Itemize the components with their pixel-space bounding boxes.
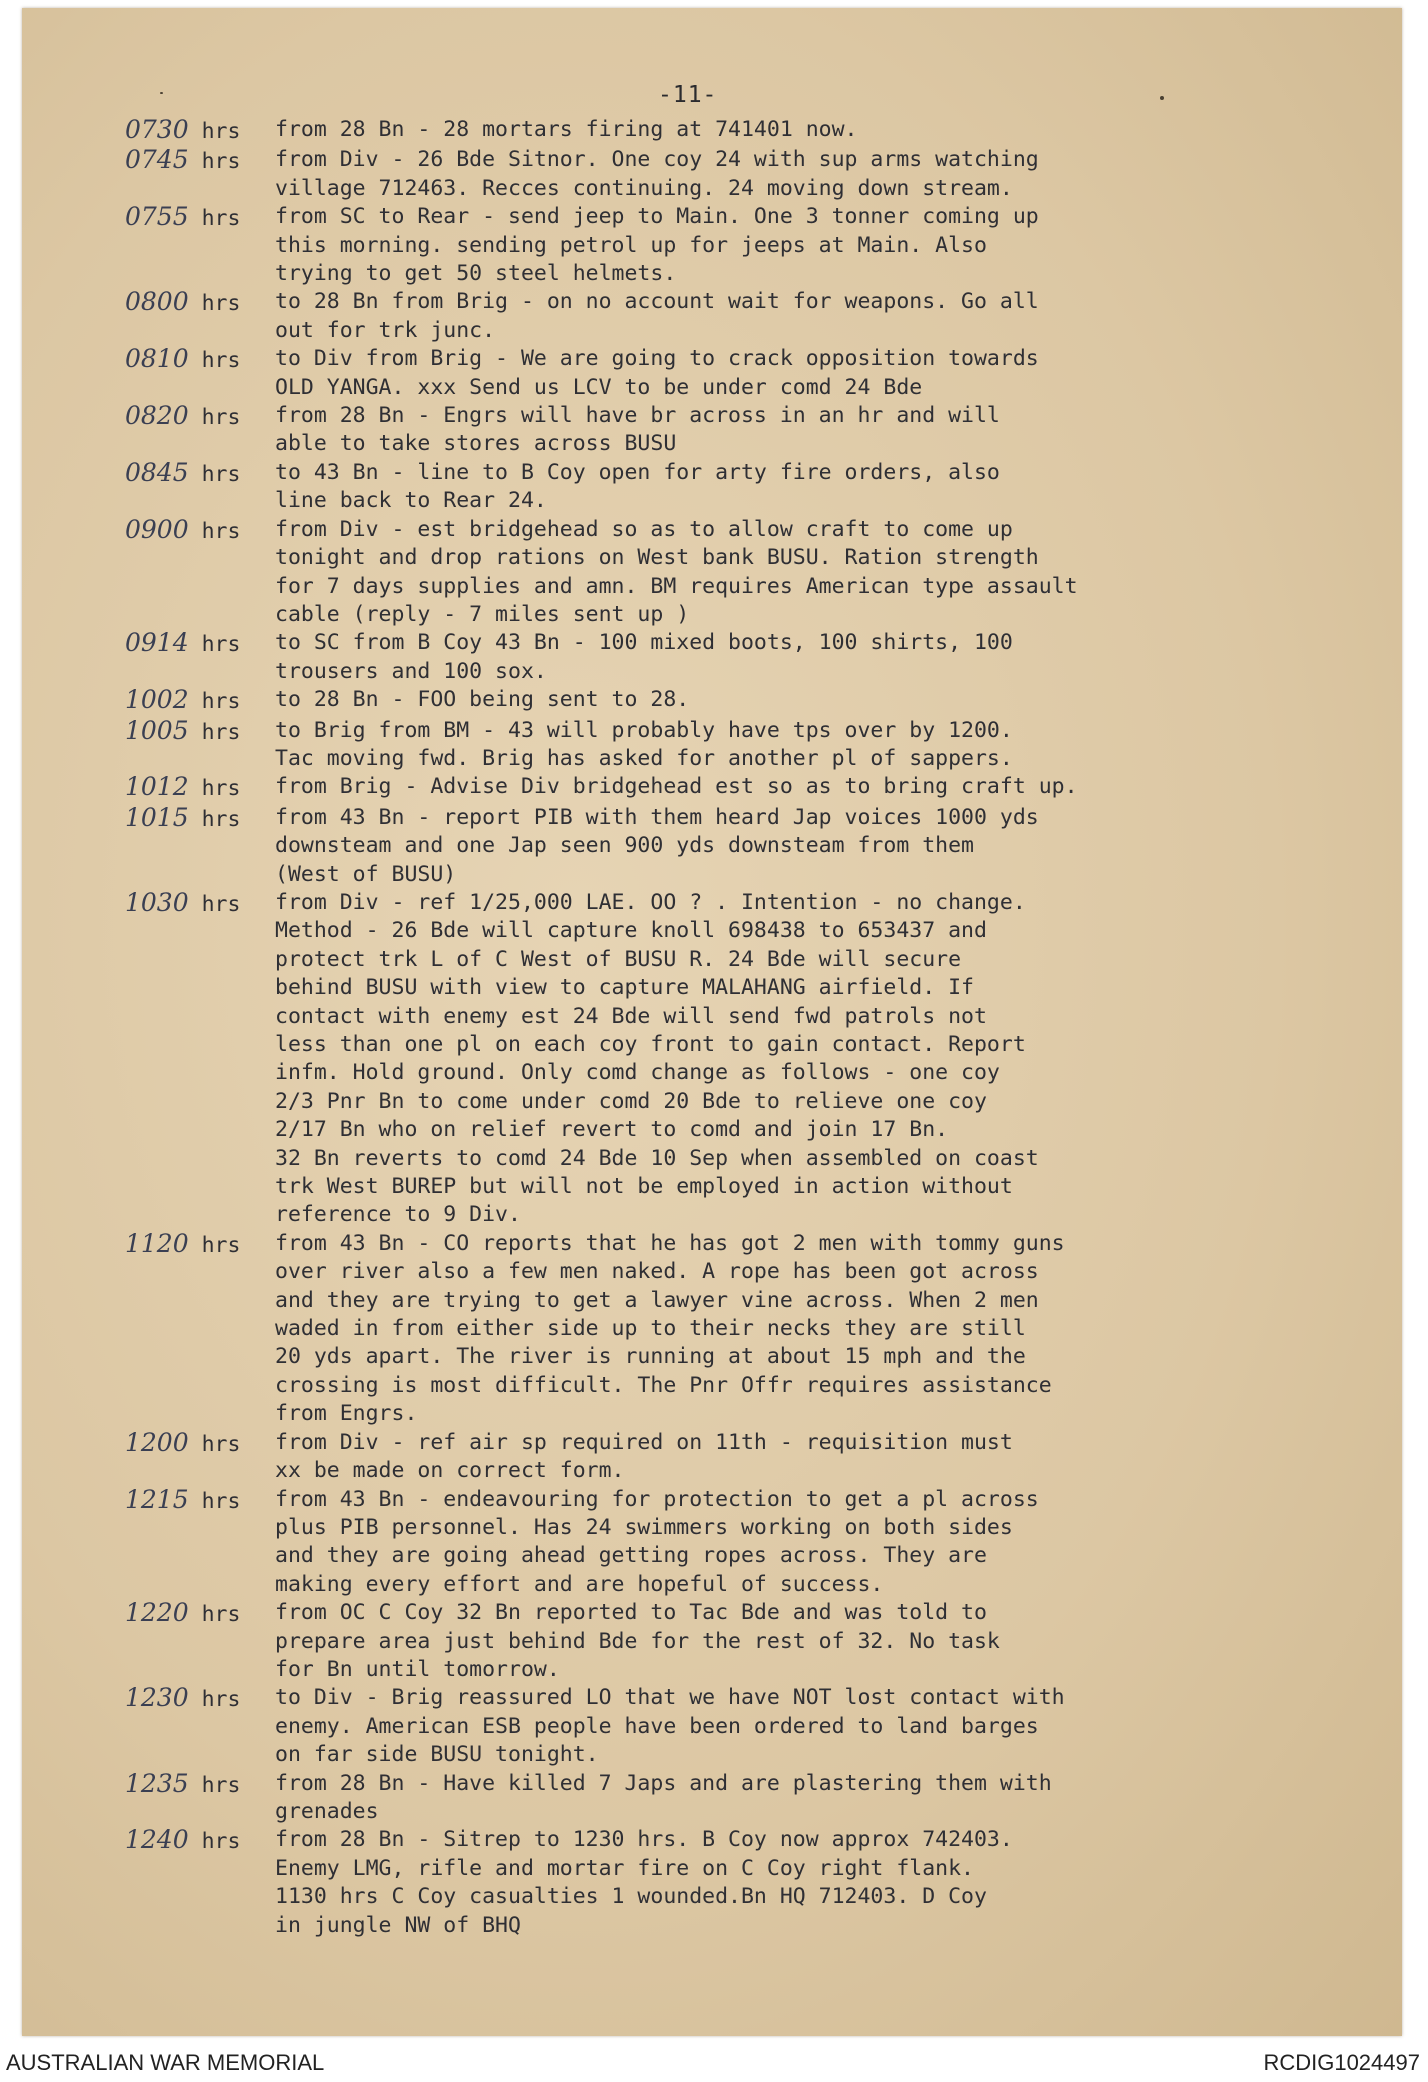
- entry-line: from 43 Bn - report PIB with them heard Jap voices 1000 yds: [275, 804, 1039, 830]
- entry-line: tonight and drop rations on West bank BUSU. Ration strength: [275, 545, 1039, 571]
- log-entry: [125, 1770, 1355, 1827]
- entry-line: from 43 Bn - endeavouring for protection to get a pl across: [275, 1486, 1039, 1512]
- entry-time-unit: hrs: [201, 206, 241, 232]
- entry-line: infm. Hold ground. Only comd change as follows - one coy: [275, 1060, 1000, 1086]
- entry-line: to 28 Bn - FOO being sent to 28.: [275, 687, 690, 713]
- entry-line: waded in from either side up to their necks they are still: [275, 1316, 1026, 1342]
- entry-time-unit: hrs: [201, 518, 241, 544]
- entry-time-unit: hrs: [201, 1772, 241, 1798]
- entry-time-value: 1235: [125, 1768, 189, 1798]
- entry-text: [275, 804, 1355, 889]
- entry-line: from 28 Bn - 28 mortars firing at 741401 now.: [275, 117, 858, 142]
- entry-line: cable (reply - 7 miles sent up ): [275, 601, 690, 627]
- entry-time-value: 1120: [125, 1228, 189, 1258]
- entry-time: [125, 288, 275, 318]
- log-entry: [125, 203, 1355, 288]
- entry-line: plus PIB personnel. Has 24 swimmers working on both sides: [275, 1514, 1013, 1540]
- entry-time-unit: hrs: [201, 461, 241, 487]
- entry-line: and they are trying to get a lawyer vine across. When 2 men: [275, 1287, 1039, 1313]
- log-entry: [125, 1429, 1355, 1486]
- entry-line: to Brig from BM - 43 will probably have tps over by 1200.: [275, 717, 1013, 743]
- entry-text: [275, 1230, 1355, 1429]
- entry-line: line back to Rear 24.: [275, 488, 547, 514]
- entry-line: from Brig - Advise Div bridgehead est so as to bring craft up.: [275, 774, 1078, 800]
- log-entry: [125, 1684, 1355, 1769]
- document-page: [22, 8, 1402, 2036]
- entry-time-value: 0745: [125, 145, 189, 175]
- entry-time-value: 0820: [125, 401, 189, 431]
- entry-time-value: 0845: [125, 457, 189, 487]
- log-entry: [125, 345, 1355, 402]
- entry-line: 2/3 Pnr Bn to come under comd 20 Bde to relieve one coy: [275, 1088, 987, 1114]
- entry-line: 1130 hrs C Coy casualties 1 wounded.Bn HQ 712403. D Coy: [275, 1884, 987, 1910]
- entry-time: [125, 516, 275, 546]
- entry-time-unit: hrs: [201, 1687, 241, 1713]
- entry-time-unit: hrs: [201, 891, 241, 917]
- entry-time-value: 1015: [125, 802, 189, 832]
- entry-text: [275, 203, 1355, 288]
- entry-time-value: 1230: [125, 1683, 189, 1713]
- entry-time: [125, 459, 275, 489]
- entry-line: from Div - ref air sp required on 11th - requisition must: [275, 1429, 1013, 1455]
- entry-time-value: 1215: [125, 1484, 189, 1514]
- log-entry: [125, 116, 1355, 146]
- entry-line: from SC to Rear - send jeep to Main. One 3 tonner coming up: [275, 204, 1039, 230]
- log-entry: [125, 1230, 1355, 1429]
- entry-text: [275, 402, 1355, 459]
- entry-line: village 712463. Recces continuing. 24 moving down stream.: [275, 175, 1013, 201]
- entry-line: from Engrs.: [275, 1401, 418, 1427]
- entry-time-unit: hrs: [201, 348, 241, 374]
- entry-text: [275, 1486, 1355, 1600]
- entry-line: from 28 Bn - Engrs will have br across in an hr and will: [275, 403, 1000, 429]
- entry-line: Tac moving fwd. Brig has asked for another pl of sappers.: [275, 745, 1013, 771]
- entry-line: out for trk junc.: [275, 317, 496, 343]
- entry-line: to 28 Bn from Brig - on no account wait for weapons. Go all: [275, 289, 1039, 315]
- entry-time-value: 1005: [125, 715, 189, 745]
- entry-line: behind BUSU with view to capture MALAHANG airfield. If: [275, 975, 974, 1001]
- log-entries: [125, 116, 1355, 1940]
- entry-line: 20 yds apart. The river is running at about 15 mph and the: [275, 1344, 1026, 1370]
- entry-time-unit: hrs: [201, 1602, 241, 1628]
- log-entry: [125, 1599, 1355, 1684]
- entry-line: to Div - Brig reassured LO that we have NOT lost contact with: [275, 1685, 1065, 1711]
- entry-line: from Div - ref 1/25,000 LAE. OO ? . Intention - no change.: [275, 889, 1026, 915]
- entry-time: [125, 402, 275, 432]
- entry-time-unit: hrs: [201, 1829, 241, 1855]
- entry-time-unit: hrs: [201, 1431, 241, 1457]
- entry-line: from 43 Bn - CO reports that he has got 2 men with tommy guns: [275, 1230, 1065, 1256]
- entry-text: [275, 1599, 1355, 1684]
- log-entry: [125, 773, 1355, 803]
- entry-time: [125, 203, 275, 233]
- entry-text: [275, 1770, 1355, 1827]
- entry-time: [125, 146, 275, 176]
- entry-line: reference to 9 Div.: [275, 1202, 521, 1228]
- footer-credit: AUSTRALIAN WAR MEMORIAL: [6, 2050, 325, 2075]
- entry-time-unit: hrs: [201, 291, 241, 317]
- log-entry: [125, 288, 1355, 345]
- entry-time: [125, 686, 275, 716]
- entry-line: (West of BUSU): [275, 861, 457, 887]
- entry-time-value: 1002: [125, 685, 189, 715]
- entry-time: [125, 1486, 275, 1516]
- entry-time-value: 0730: [125, 115, 189, 144]
- log-entry: [125, 146, 1355, 203]
- entry-text: [275, 717, 1355, 774]
- entry-line: from 28 Bn - Have killed 7 Japs and are plastering them with: [275, 1770, 1052, 1796]
- entry-line: Enemy LMG, rifle and mortar fire on C Coy right flank.: [275, 1855, 974, 1881]
- entry-line: trying to get 50 steel helmets.: [275, 261, 677, 287]
- entry-line: Method - 26 Bde will capture knoll 698438 to 653437 and: [275, 918, 987, 944]
- entry-time-value: 0914: [125, 628, 189, 658]
- entry-time-value: 0800: [125, 287, 189, 317]
- entry-line: contact with enemy est 24 Bde will send fwd patrols not: [275, 1003, 987, 1029]
- entry-time-unit: hrs: [201, 405, 241, 431]
- entry-line: from OC C Coy 32 Bn reported to Tac Bde and was told to: [275, 1600, 987, 1626]
- log-entry: [125, 1486, 1355, 1600]
- log-entry: [125, 804, 1355, 889]
- entry-line: this morning. sending petrol up for jeeps at Main. Also: [275, 232, 987, 258]
- entry-text: [275, 1826, 1355, 1940]
- entry-time-unit: hrs: [201, 689, 241, 715]
- entry-time: [125, 717, 275, 747]
- entry-line: enemy. American ESB people have been ordered to land barges: [275, 1713, 1039, 1739]
- entry-line: and they are going ahead getting ropes across. They are: [275, 1543, 987, 1569]
- entry-text: [275, 889, 1355, 1230]
- entry-text: [275, 773, 1355, 801]
- log-entry: [125, 889, 1355, 1230]
- entry-text: [275, 146, 1355, 203]
- entry-time: [125, 804, 275, 834]
- entry-line: downsteam and one Jap seen 900 yds downsteam from them: [275, 833, 974, 859]
- log-entry: [125, 402, 1355, 459]
- entry-time: [125, 889, 275, 919]
- page-number: -11-: [658, 82, 718, 108]
- entry-text: [275, 1684, 1355, 1769]
- entry-line: to Div from Brig - We are going to crack opposition towards: [275, 346, 1039, 372]
- entry-line: trousers and 100 sox.: [275, 658, 547, 684]
- entry-time-value: 1200: [125, 1427, 189, 1457]
- ink-speck: [160, 92, 163, 94]
- entry-line: for 7 days supplies and amn. BM requires American type assault: [275, 573, 1078, 599]
- entry-time-unit: hrs: [201, 119, 241, 144]
- entry-line: making every effort and are hopeful of success.: [275, 1571, 884, 1597]
- entry-time: [125, 1599, 275, 1629]
- entry-text: [275, 1429, 1355, 1486]
- entry-time: [125, 1684, 275, 1714]
- entry-text: [275, 288, 1355, 345]
- entry-time: [125, 1770, 275, 1800]
- entry-time: [125, 629, 275, 659]
- entry-text: [275, 345, 1355, 402]
- entry-time-unit: hrs: [201, 1488, 241, 1514]
- entry-time-unit: hrs: [201, 632, 241, 658]
- entry-text: [275, 686, 1355, 714]
- entry-line: to 43 Bn - line to B Coy open for arty fire orders, also: [275, 459, 1000, 485]
- entry-time-value: 0900: [125, 514, 189, 544]
- entry-line: from Div - est bridgehead so as to allow craft to come up: [275, 516, 1013, 542]
- entry-line: from Div - 26 Bde Sitnor. One coy 24 with sup arms watching: [275, 147, 1039, 173]
- entry-time: [125, 1429, 275, 1459]
- ink-speck: [1160, 96, 1164, 100]
- entry-time-value: 0755: [125, 202, 189, 232]
- entry-line: prepare area just behind Bde for the rest of 32. No task: [275, 1628, 1000, 1654]
- entry-line: less than one pl on each coy front to gain contact. Report: [275, 1032, 1026, 1057]
- entry-time-value: 1240: [125, 1825, 189, 1855]
- entry-time: [125, 773, 275, 803]
- log-entry: [125, 717, 1355, 774]
- entry-time: [125, 345, 275, 375]
- entry-line: trk West BUREP but will not be employed in action without: [275, 1174, 1013, 1200]
- log-entry: [125, 516, 1355, 630]
- entry-text: [275, 459, 1355, 516]
- entry-line: for Bn until tomorrow.: [275, 1656, 560, 1682]
- entry-text: [275, 516, 1355, 630]
- entry-line: OLD YANGA. xxx Send us LCV to be under comd 24 Bde: [275, 374, 923, 400]
- entry-time-value: 1012: [125, 772, 189, 802]
- entry-line: in jungle NW of BHQ: [275, 1912, 521, 1938]
- footer-record-id: RCDIG1024497: [1263, 2050, 1420, 2075]
- entry-time-unit: hrs: [201, 776, 241, 802]
- entry-time-unit: hrs: [201, 806, 241, 832]
- entry-line: xx be made on correct form.: [275, 1458, 625, 1484]
- entry-time-unit: hrs: [201, 719, 241, 745]
- entry-time-value: 1030: [125, 887, 189, 917]
- log-entry: [125, 686, 1355, 716]
- entry-line: on far side BUSU tonight.: [275, 1742, 599, 1768]
- log-entry: [125, 629, 1355, 686]
- entry-time: [125, 116, 275, 146]
- log-entry: [125, 459, 1355, 516]
- entry-line: 32 Bn reverts to comd 24 Bde 10 Sep when assembled on coast: [275, 1145, 1039, 1171]
- entry-time-value: 1220: [125, 1598, 189, 1628]
- entry-text: [275, 629, 1355, 686]
- entry-time: [125, 1230, 275, 1260]
- entry-line: crossing is most difficult. The Pnr Offr requires assistance: [275, 1372, 1052, 1398]
- entry-line: able to take stores across BUSU: [275, 431, 677, 457]
- entry-line: over river also a few men naked. A rope has been got across: [275, 1259, 1039, 1285]
- entry-line: to SC from B Coy 43 Bn - 100 mixed boots, 100 shirts, 100: [275, 630, 1013, 656]
- log-entry: [125, 1826, 1355, 1940]
- entry-time-unit: hrs: [201, 149, 241, 175]
- entry-line: from 28 Bn - Sitrep to 1230 hrs. B Coy now approx 742403.: [275, 1827, 1013, 1853]
- entry-time: [125, 1826, 275, 1856]
- entry-line: grenades: [275, 1798, 379, 1824]
- entry-text: [275, 116, 1355, 144]
- entry-time-unit: hrs: [201, 1232, 241, 1258]
- entry-time-value: 0810: [125, 344, 189, 374]
- entry-line: 2/17 Bn who on relief revert to comd and join 17 Bn.: [275, 1117, 949, 1143]
- entry-line: protect trk L of C West of BUSU R. 24 Bde will secure: [275, 946, 962, 972]
